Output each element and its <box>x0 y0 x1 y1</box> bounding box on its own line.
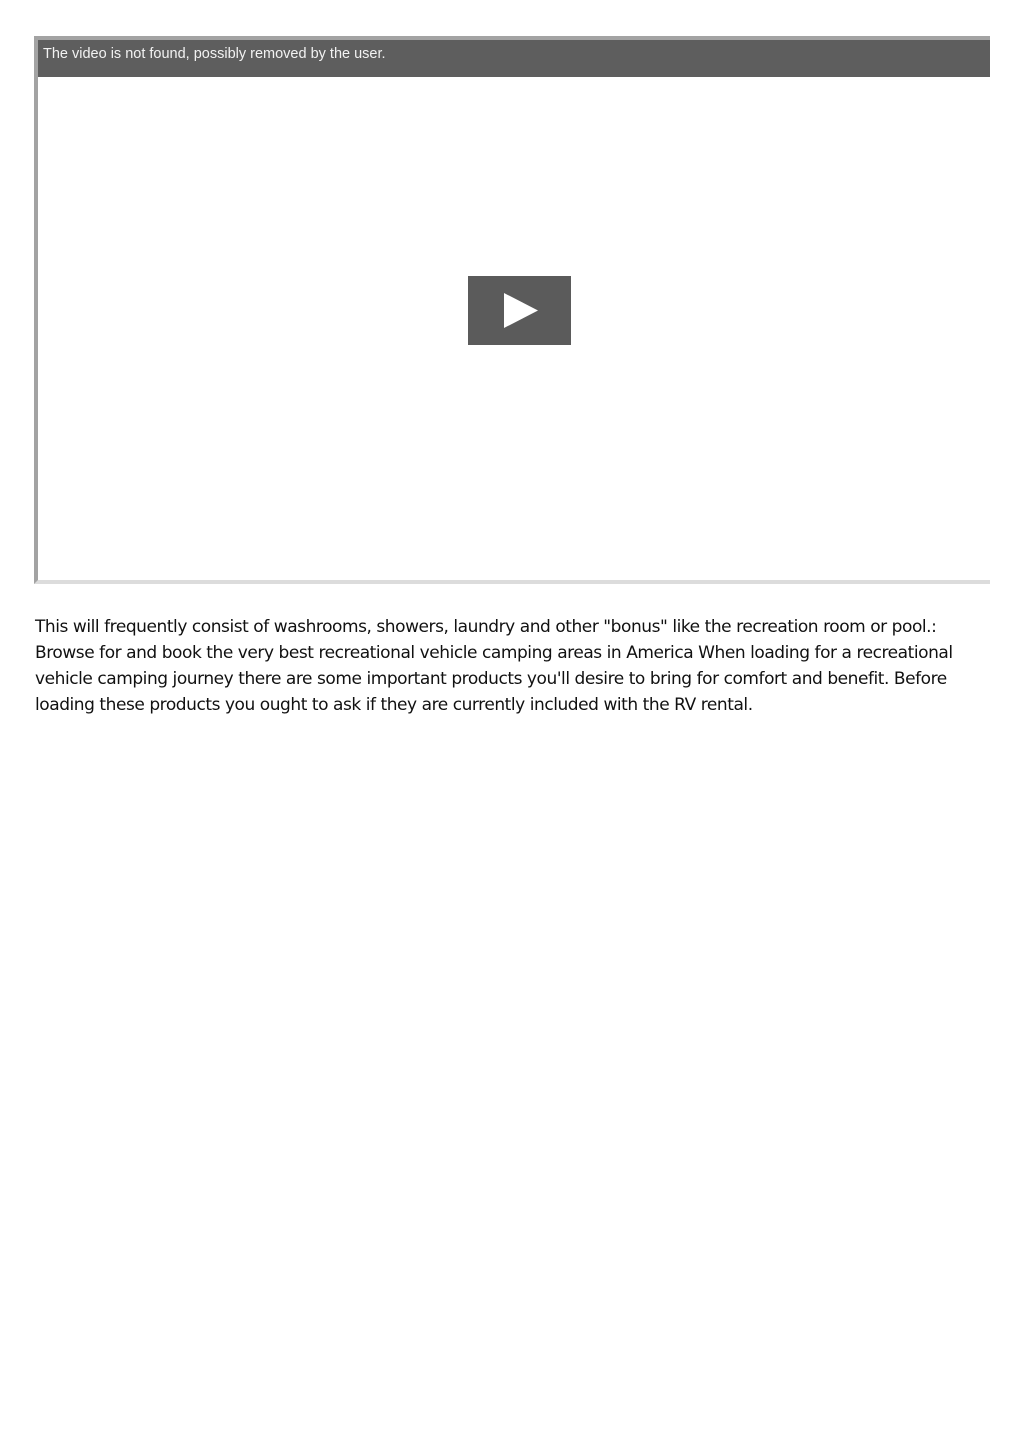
video-embed <box>34 36 990 584</box>
article-paragraph: This will frequently consist of washrooms, showers, laundry and other "bonus" like the recreation room or pool.: Browse for and book the very best recreational vehicle camping areas in America When loading for a recreational vehicle camping journey there are some important products you'll desire to bring for comfort and benefit. Before loading these products you ought to ask if they are currently included with the RV rental. <box>35 617 953 715</box>
video-error-message: The video is not found, possibly removed by the user. <box>43 46 386 62</box>
video-error-bar <box>38 40 990 77</box>
play-icon <box>468 276 571 345</box>
play-button[interactable] <box>468 276 571 345</box>
